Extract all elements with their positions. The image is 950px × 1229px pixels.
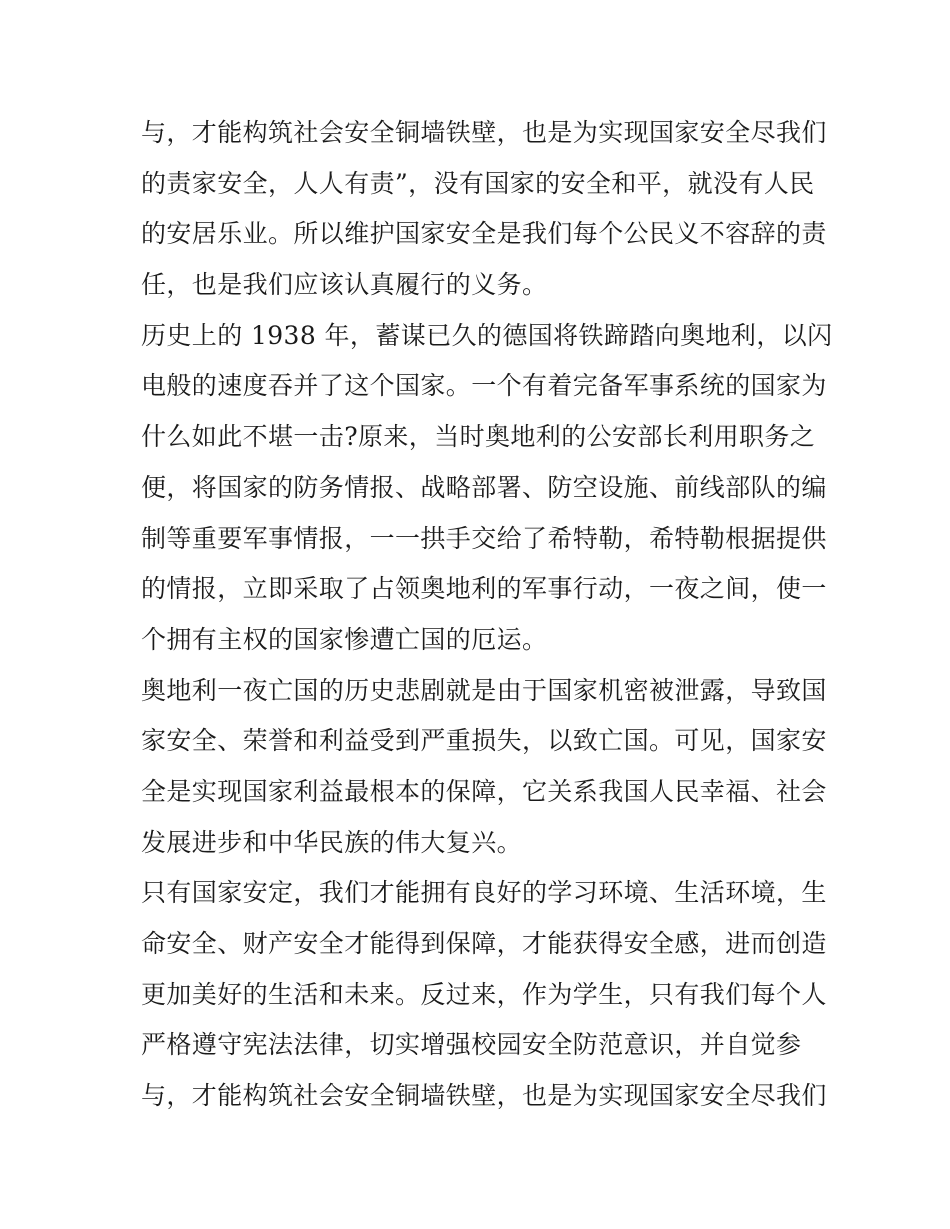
body-text <box>141 108 833 1122</box>
text-line: 什么如此不堪一击?原来，当时奥地利的公安部长利用职务之 <box>141 422 816 452</box>
text-line: 个拥有主权的国家惨遭亡国的厄运。 <box>141 624 548 654</box>
paragraph-start-line: 历史上的 1938 年，蓄谋已久的德国将铁蹄踏向奥地利，以闪 <box>141 320 833 350</box>
text-line: 制等重要军事情报，一一拱手交给了希特勒，希特勒根据提供 <box>141 523 827 553</box>
text-line: 家安全、荣誉和利益受到严重损失，以致亡国。可见，国家安 <box>141 726 827 756</box>
text-line: 严格遵守宪法法律，切实增强校园安全防范意识，并自觉参 <box>141 1030 802 1060</box>
text-line: 的情报，立即采取了占领奥地利的军事行动，一夜之间，使一 <box>141 574 827 604</box>
text-line: 的责家安全，人人有责”，没有国家的安全和平，就没有人民 <box>141 168 815 198</box>
text-line: 命安全、财产安全才能得到保障，才能获得安全感，进而创造 <box>141 929 827 958</box>
text-line: 发展进步和中华民族的伟大复兴。 <box>141 827 523 857</box>
text-line: 与，才能构筑社会安全铜墙铁壁，也是为实现国家安全尽我们 <box>141 1081 827 1111</box>
text-line: 全是实现国家利益最根本的保障，它关系我国人民幸福、社会 <box>141 776 827 806</box>
text-line: 更加美好的生活和未来。反过来，作为学生，只有我们每个人 <box>141 979 827 1009</box>
text-line: 的安居乐业。所以维护国家安全是我们每个公民义不容辞的责 <box>141 219 827 249</box>
text-line: 电般的速度吞并了这个国家。一个有着完备军事系统的国家为 <box>141 371 827 401</box>
text-line: 与，才能构筑社会安全铜墙铁壁，也是为实现国家安全尽我们 <box>141 118 827 147</box>
paragraph-start-line: 只有国家安定，我们才能拥有良好的学习环境、生活环境，生 <box>141 878 827 908</box>
paragraph-start-line: 奥地利一夜亡国的历史悲剧就是由于国家机密被泄露，导致国 <box>141 675 827 705</box>
text-line: 任，也是我们应该认真履行的义务。 <box>141 270 548 300</box>
text-line: 便，将国家的防务情报、战略部署、防空设施、前线部队的编 <box>141 472 827 502</box>
